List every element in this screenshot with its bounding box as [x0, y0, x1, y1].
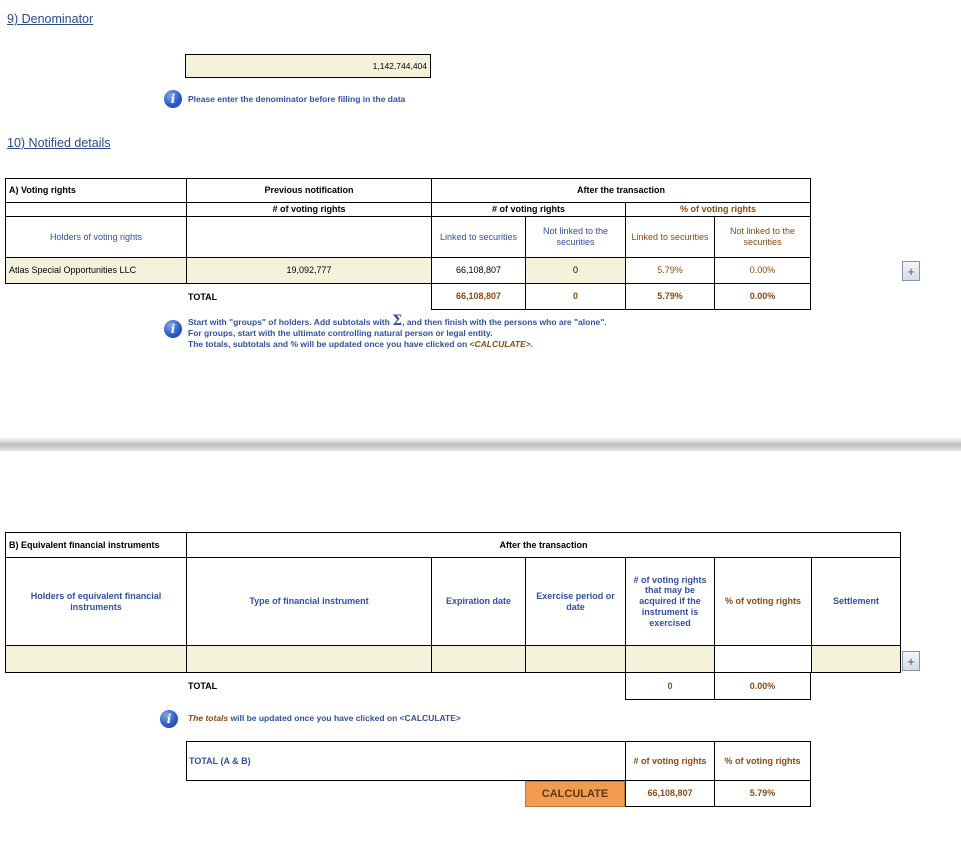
not-linked-pct-cell: 0.00% — [714, 258, 811, 284]
empty-header-cell — [5, 203, 186, 217]
sigma-icon: Σ — [392, 313, 403, 329]
exercise-period-header: Exercise period or date — [525, 558, 625, 646]
denominator-info-text: Please enter the denominator before filling in the data — [188, 94, 406, 104]
prev-num-voting-rights-header: # of voting rights — [186, 203, 431, 217]
expiration-date-cell[interactable] — [431, 646, 525, 673]
holder-name-cell[interactable]: Atlas Special Opportunities LLC — [5, 258, 186, 284]
table-b-note — [188, 713, 461, 724]
empty-header-cell — [186, 217, 431, 258]
section-9-title: 9) Denominator — [7, 12, 94, 26]
total-ab-label: TOTAL (A & B) — [186, 741, 625, 781]
info-icon: i — [164, 320, 182, 338]
instrument-pct-cell — [714, 646, 811, 673]
linked-securities-cell[interactable]: 66,108,807 — [431, 258, 525, 284]
table-a-total-label: TOTAL — [188, 291, 218, 302]
total-not-linked-pct-cell: 0.00% — [714, 284, 811, 310]
table-b-label: B) Equivalent financial instruments — [5, 532, 186, 558]
instrument-holders-header: Holders of equivalent financial instruments — [5, 558, 186, 646]
note-line1-a: Start with "groups" of holders. Add subtotals with — [188, 317, 390, 327]
total-ab-pct-cell: 5.79% — [714, 781, 811, 807]
note-line3-b: <CALCULATE>. — [469, 339, 534, 349]
denominator-input[interactable]: 1,142,744,404 — [185, 54, 431, 78]
linked-securities-pct-header: Linked to securities — [625, 217, 714, 258]
total-ab-pct-header: % of voting rights — [714, 741, 811, 781]
calculate-button[interactable]: CALCULATE — [525, 781, 625, 807]
note-line2: For groups, start with the ultimate controlling natural person or legal entity. — [188, 328, 493, 338]
instrument-pct-header: % of voting rights — [714, 558, 811, 646]
previous-notification-header: Previous notification — [186, 178, 431, 203]
previous-notification-cell[interactable]: 19,092,777 — [186, 258, 431, 284]
not-linked-securities-cell[interactable]: 0 — [525, 258, 625, 284]
note-line3-a: The totals, subtotals and % will be updated once you have clicked on — [188, 339, 468, 349]
total-linked-cell: 66,108,807 — [431, 284, 525, 310]
add-holder-button[interactable]: + — [902, 261, 920, 281]
section-10-title: 10) Notified details — [7, 136, 111, 150]
linked-securities-header: Linked to securities — [431, 217, 525, 258]
instrument-type-cell[interactable] — [186, 646, 431, 673]
acquirable-voting-rights-header: # of voting rights that may be acquired if the instrument is exercised — [625, 558, 714, 646]
linked-pct-cell: 5.79% — [625, 258, 714, 284]
page-separator — [0, 437, 961, 451]
table-b-total-num-cell: 0 — [625, 673, 714, 700]
acquirable-voting-rights-cell[interactable] — [625, 646, 714, 673]
expiration-date-header: Expiration date — [431, 558, 525, 646]
exercise-period-cell[interactable] — [525, 646, 625, 673]
info-icon: i — [160, 710, 178, 728]
table-b-total-pct-cell: 0.00% — [714, 673, 811, 700]
after-num-voting-rights-header: # of voting rights — [431, 203, 625, 217]
table-b-note-a: The totals — [188, 713, 229, 723]
settlement-header: Settlement — [811, 558, 901, 646]
note-line1-b: , and then finish with the persons who are "alone". — [402, 317, 607, 327]
table-a-notes — [188, 313, 607, 350]
after-transaction-header: After the transaction — [431, 178, 811, 203]
table-b-note-b: will be updated once you have clicked on <CALCULATE> — [230, 713, 461, 723]
not-linked-securities-pct-header: Not linked to the securities — [714, 217, 811, 258]
table-b-after-transaction-header: After the transaction — [186, 532, 901, 558]
total-ab-num-header: # of voting rights — [625, 741, 714, 781]
instrument-holder-cell[interactable] — [5, 646, 186, 673]
total-ab-num-cell: 66,108,807 — [625, 781, 714, 807]
not-linked-securities-header: Not linked to the securities — [525, 217, 625, 258]
holders-header: Holders of voting rights — [5, 217, 186, 258]
add-instrument-button[interactable]: + — [902, 651, 920, 671]
table-a-label: A) Voting rights — [5, 178, 186, 203]
settlement-cell[interactable] — [811, 646, 901, 673]
total-not-linked-cell: 0 — [525, 284, 625, 310]
info-icon: i — [164, 90, 182, 108]
total-linked-pct-cell: 5.79% — [625, 284, 714, 310]
table-b-total-label: TOTAL — [188, 681, 218, 692]
after-pct-voting-rights-header: % of voting rights — [625, 203, 811, 217]
instrument-type-header: Type of financial instrument — [186, 558, 431, 646]
